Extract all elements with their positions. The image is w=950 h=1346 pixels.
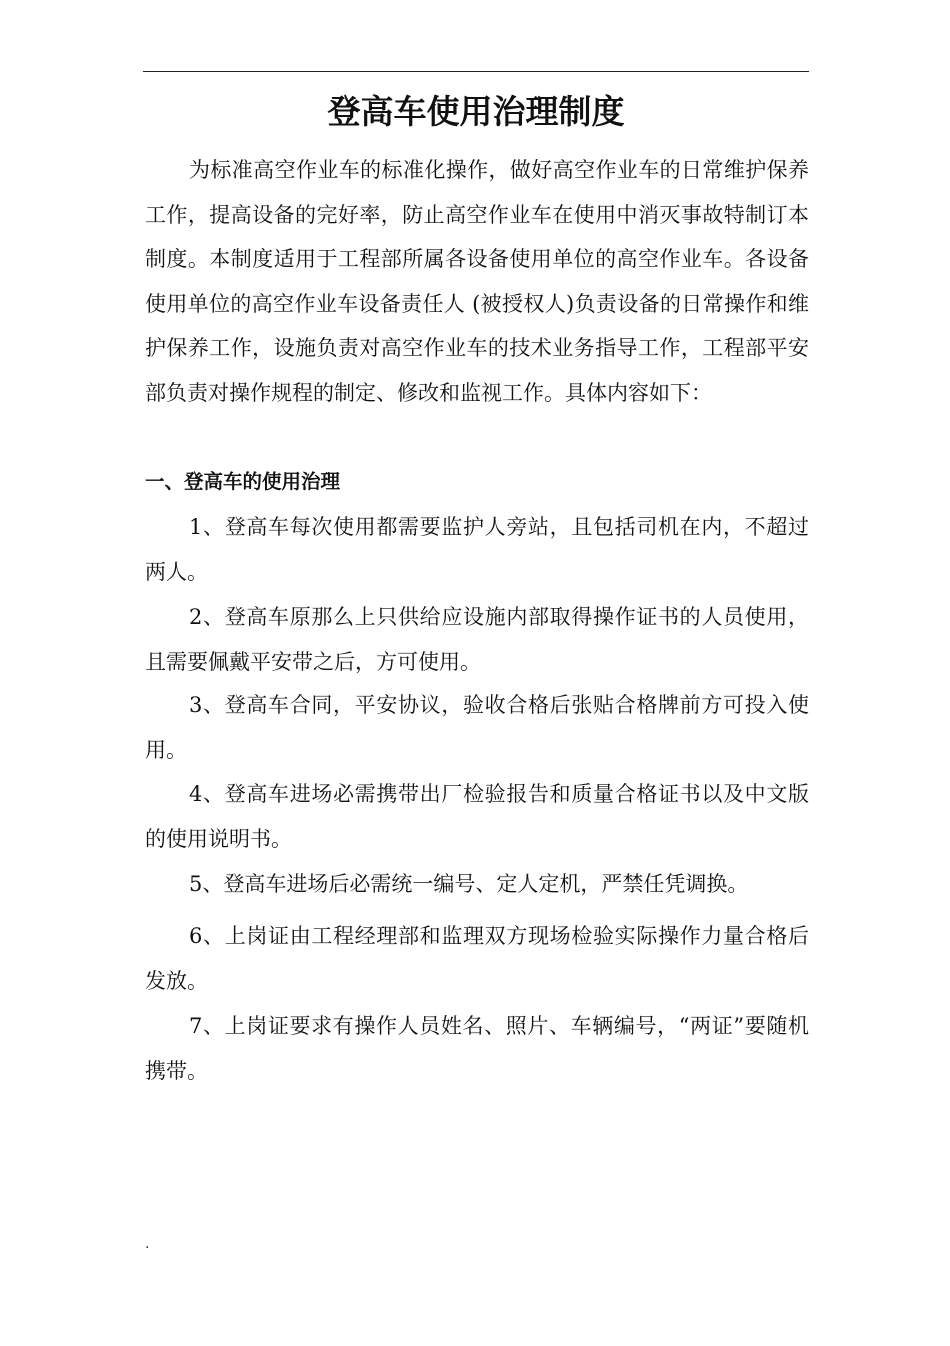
intro-paragraph: 为标准高空作业车的标准化操作，做好高空作业车的日常维护保养工作，提高设备的完好率，防止高空作业车在使用中消灭事故特制订本制度。本制度适用于工程部所属各设备使用单位的高空作业车。各设备使用单位的高空作业车设备责任人 (被授权人)负责设备的日常操作和维护保养工作，设施负责对高空作业车的技术业务指导工作，工程部平安部负责对操作规程的制定、修改和监视工作。具体内容如下：	[145, 158, 809, 405]
list-item: 7、上岗证要求有操作人员姓名、照片、车辆编号，“两证”要随机携带。	[145, 1014, 809, 1083]
list-item: 1、登高车每次使用都需要监护人旁站，且包括司机在内，不超过两人。	[145, 515, 809, 584]
list-item: 2、登高车原那么上只供给应设施内部取得操作证书的人员使用，且需要佩戴平安带之后，方可使用。	[145, 605, 809, 674]
list-item: 4、登高车进场必需携带出厂检验报告和质量合格证书以及中文版的使用说明书。	[145, 782, 809, 851]
list-item: 6、上岗证由工程经理部和监理双方现场检验实际操作力量合格后发放。	[145, 924, 809, 993]
footer-mark: .	[145, 1236, 150, 1252]
document-title: 登高车使用治理制度	[327, 92, 625, 131]
header-rule	[143, 71, 809, 72]
list-item: 5、登高车进场后必需统一编号、定人定机，严禁任凭调换。	[189, 872, 749, 896]
section-heading: 一、登高车的使用治理	[145, 470, 341, 493]
list-item: 3、登高车合同，平安协议，验收合格后张贴合格牌前方可投入使用。	[145, 693, 809, 762]
